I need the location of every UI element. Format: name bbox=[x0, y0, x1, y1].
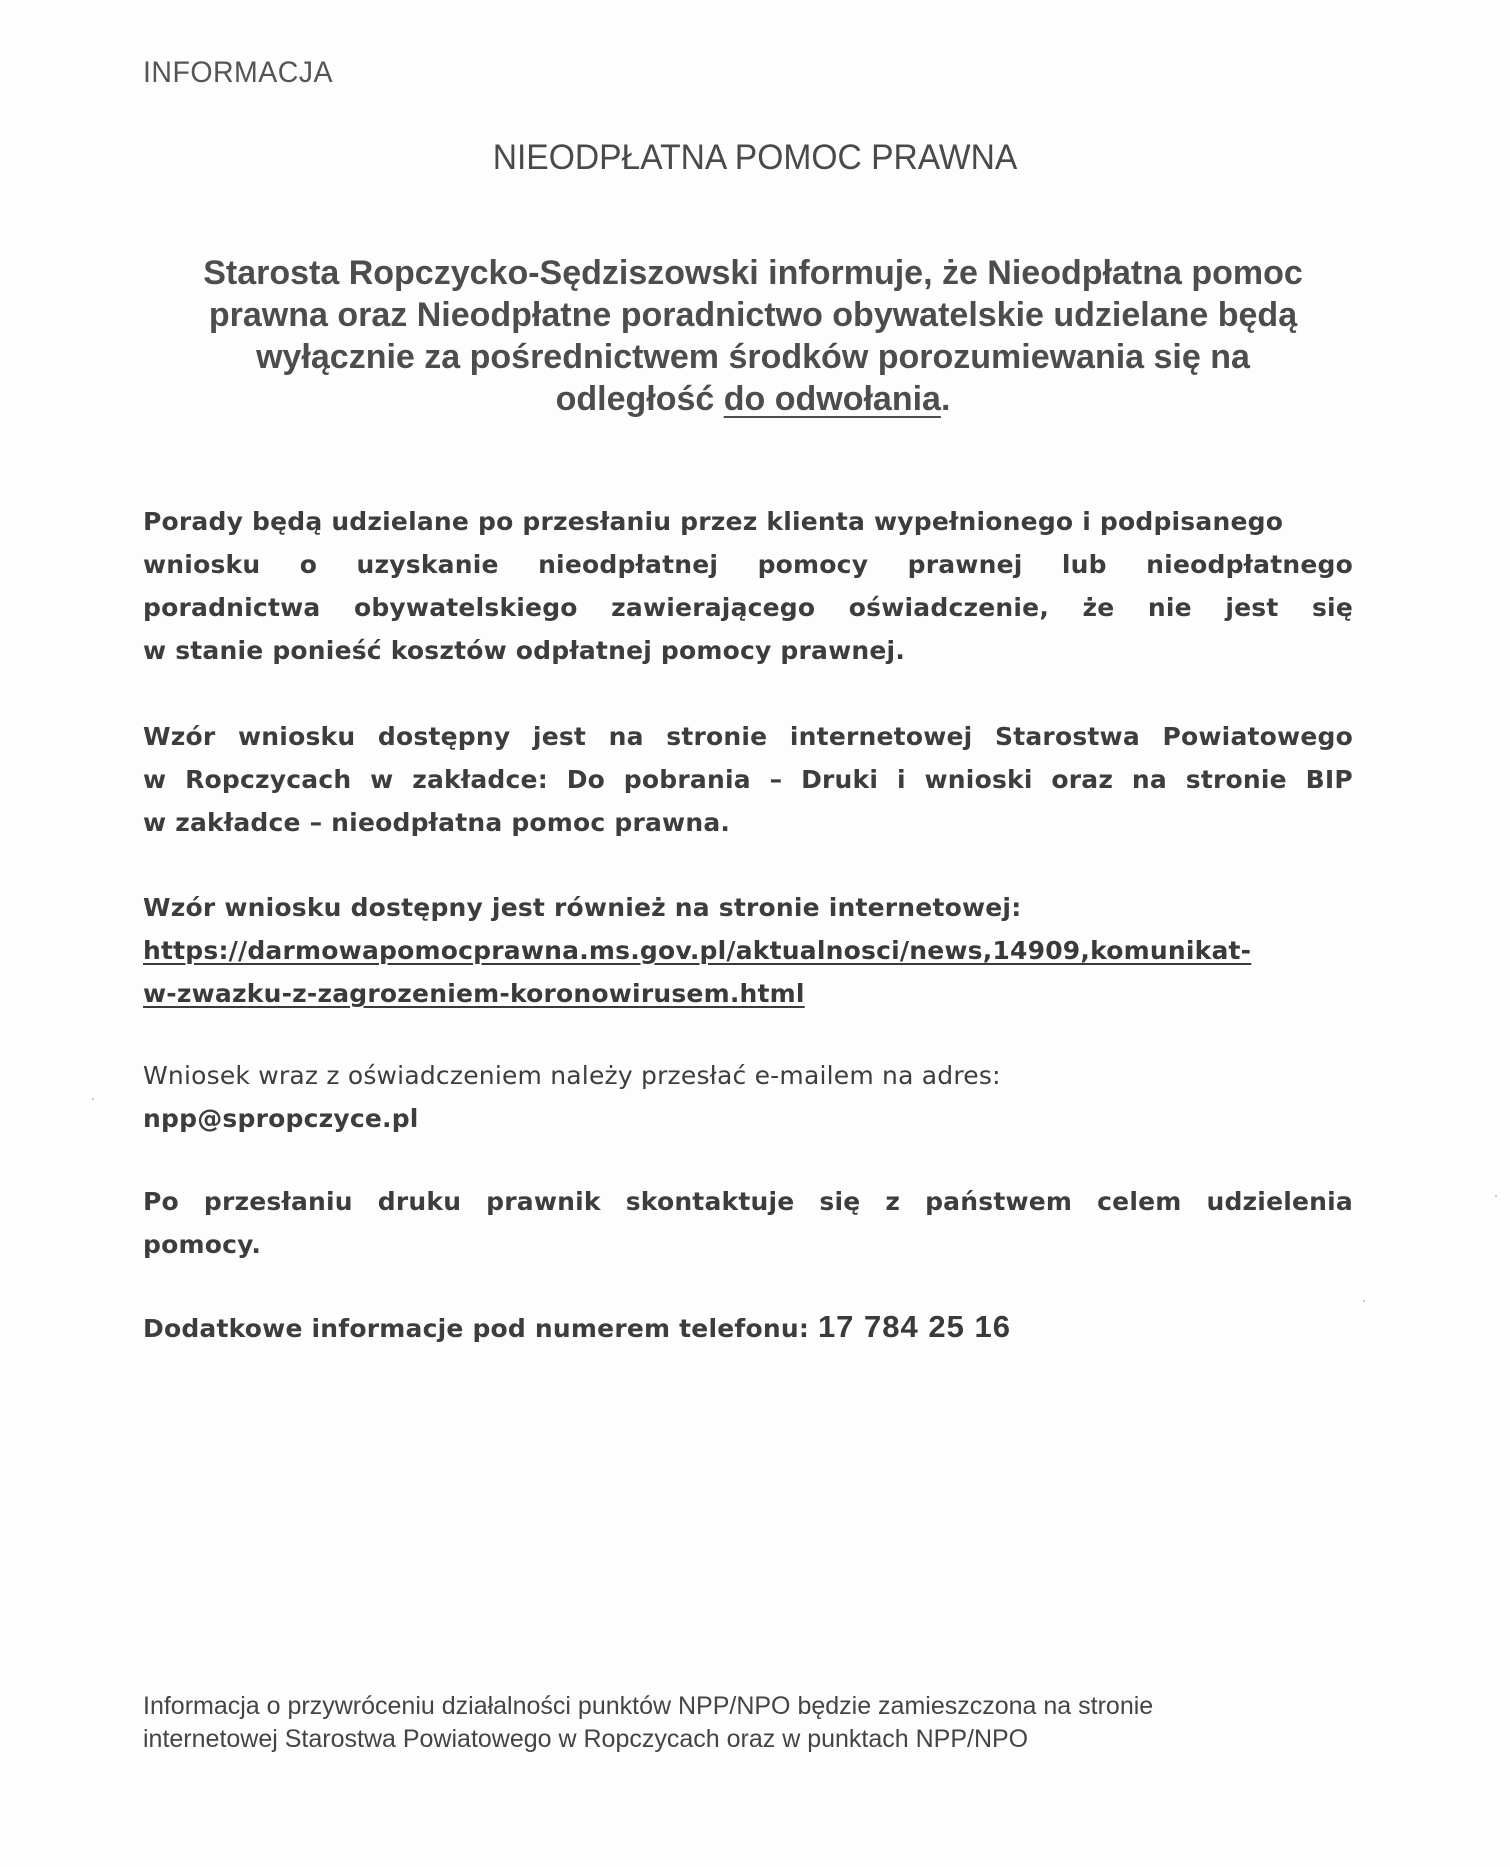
word: się bbox=[819, 1187, 861, 1216]
word: i bbox=[896, 765, 906, 794]
paragraph-email-instructions bbox=[143, 1054, 1353, 1140]
form-url-link-part-2[interactable]: w-zwazku-z-zagrozeniem-koronowirusem.html bbox=[143, 979, 805, 1008]
footer-note bbox=[143, 1690, 1373, 1756]
word: stronie bbox=[666, 722, 768, 751]
intro-announcement bbox=[143, 252, 1363, 420]
word: Powiatowego bbox=[1162, 722, 1353, 751]
paragraph-line: w zakładce – nieodpłatna pomoc prawna. bbox=[143, 808, 731, 837]
intro-last-prefix: odległość bbox=[555, 380, 724, 418]
word: wniosku bbox=[238, 722, 356, 751]
word: w bbox=[370, 765, 394, 794]
intro-line: Starosta Ropczycko-Sędziszowski informuje, że Nieodpłatna pomoc bbox=[203, 254, 1303, 292]
word: stronie bbox=[1185, 765, 1287, 794]
intro-last-suffix: . bbox=[940, 380, 951, 418]
paragraph-line bbox=[143, 1180, 1353, 1223]
word: przesłaniu bbox=[203, 1187, 353, 1216]
word: poradnictwa bbox=[143, 593, 321, 622]
word: nie bbox=[1147, 593, 1192, 622]
word: że bbox=[1082, 593, 1115, 622]
word: dostępny bbox=[377, 722, 511, 751]
word: celem bbox=[1097, 1187, 1182, 1216]
word: BIP bbox=[1305, 765, 1353, 794]
word: nieodpłatnego bbox=[1146, 550, 1353, 579]
word: państwem bbox=[925, 1187, 1073, 1216]
paragraph-form-link bbox=[143, 886, 1353, 1015]
contact-email[interactable]: npp@spropczyce.pl bbox=[143, 1104, 419, 1133]
word: lub bbox=[1061, 550, 1107, 579]
word: zawierającego bbox=[611, 593, 816, 622]
word: skontaktuje bbox=[625, 1187, 795, 1216]
word: jest bbox=[532, 722, 587, 751]
document-title: NIEODPŁATNA POMOC PRAWNA bbox=[492, 138, 1018, 177]
form-url-link-part-1[interactable]: https://darmowapomocprawna.ms.gov.pl/aktualnosci/news,14909,komunikat- bbox=[143, 936, 1252, 965]
phone-label: Dodatkowe informacje pod numerem telefonu: bbox=[143, 1314, 818, 1343]
word: prawnik bbox=[486, 1187, 601, 1216]
word: o bbox=[299, 550, 318, 579]
phone-line bbox=[143, 1305, 1353, 1350]
word: druku bbox=[377, 1187, 462, 1216]
word: obywatelskiego bbox=[353, 593, 578, 622]
intro-line-last bbox=[143, 378, 1363, 420]
word: Ropczycach bbox=[185, 765, 352, 794]
word: prawnej bbox=[907, 550, 1023, 579]
word: na bbox=[608, 722, 644, 751]
paragraph-advice-conditions bbox=[143, 500, 1353, 672]
intro-line: prawna oraz Nieodpłatne poradnictwo obywatelskie udzielane będą bbox=[208, 296, 1298, 334]
until-revoked-text: do odwołania bbox=[723, 380, 941, 418]
word: na bbox=[1131, 765, 1167, 794]
document-label: INFORMACJA bbox=[143, 56, 333, 89]
word: zakładce: bbox=[412, 765, 548, 794]
phone-number[interactable]: 17 784 25 16 bbox=[817, 1309, 1011, 1344]
paragraph-line bbox=[143, 715, 1353, 758]
word: się bbox=[1311, 593, 1353, 622]
paragraph-line: Wniosek wraz z oświadczeniem należy przesłać e-mailem na adres: bbox=[143, 1061, 1001, 1090]
footer-line: internetowej Starostwa Powiatowego w Ropczycach oraz w punktach NPP/NPO bbox=[143, 1725, 1029, 1753]
paragraph-line: Porady będą udzielane po przesłaniu przez klienta wypełnionego i podpisanego bbox=[143, 507, 1284, 536]
word: nieodpłatnej bbox=[538, 550, 719, 579]
word: wniosku bbox=[143, 550, 261, 579]
word: pomocy bbox=[757, 550, 869, 579]
word: w bbox=[143, 765, 167, 794]
word: internetowej bbox=[789, 722, 973, 751]
word: z bbox=[885, 1187, 901, 1216]
paragraph-line bbox=[143, 586, 1353, 629]
paragraph-line: w stanie ponieść kosztów odpłatnej pomocy prawnej. bbox=[143, 636, 906, 665]
word: pobrania bbox=[623, 765, 751, 794]
word: udzielenia bbox=[1206, 1187, 1353, 1216]
paragraph-phone-info bbox=[143, 1305, 1353, 1350]
paragraph-line bbox=[143, 543, 1353, 586]
word: Druki bbox=[801, 765, 879, 794]
word: oraz bbox=[1051, 765, 1114, 794]
word: wnioski bbox=[924, 765, 1033, 794]
intro-line: wyłącznie za pośrednictwem środków porozumiewania się na bbox=[256, 338, 1250, 376]
scan-speck bbox=[1363, 1300, 1365, 1302]
paragraph-line bbox=[143, 758, 1353, 801]
word: uzyskanie bbox=[356, 550, 499, 579]
scan-speck bbox=[1495, 1195, 1497, 1197]
paragraph-line: pomocy. bbox=[143, 1230, 262, 1259]
paragraph-line: Wzór wniosku dostępny jest również na stronie internetowej: bbox=[143, 893, 1022, 922]
scan-speck bbox=[92, 1098, 94, 1100]
word: oświadczenie, bbox=[848, 593, 1050, 622]
paragraph-form-availability bbox=[143, 715, 1353, 844]
footer-line: Informacja o przywróceniu działalności punktów NPP/NPO będzie zamieszczona na stronie bbox=[143, 1692, 1154, 1720]
word: Wzór bbox=[143, 722, 216, 751]
word: jest bbox=[1225, 593, 1279, 622]
word: – bbox=[769, 765, 783, 794]
paragraph-lawyer-contact bbox=[143, 1180, 1353, 1266]
word: Do bbox=[566, 765, 606, 794]
word: Po bbox=[143, 1187, 179, 1216]
word: Starostwa bbox=[994, 722, 1140, 751]
